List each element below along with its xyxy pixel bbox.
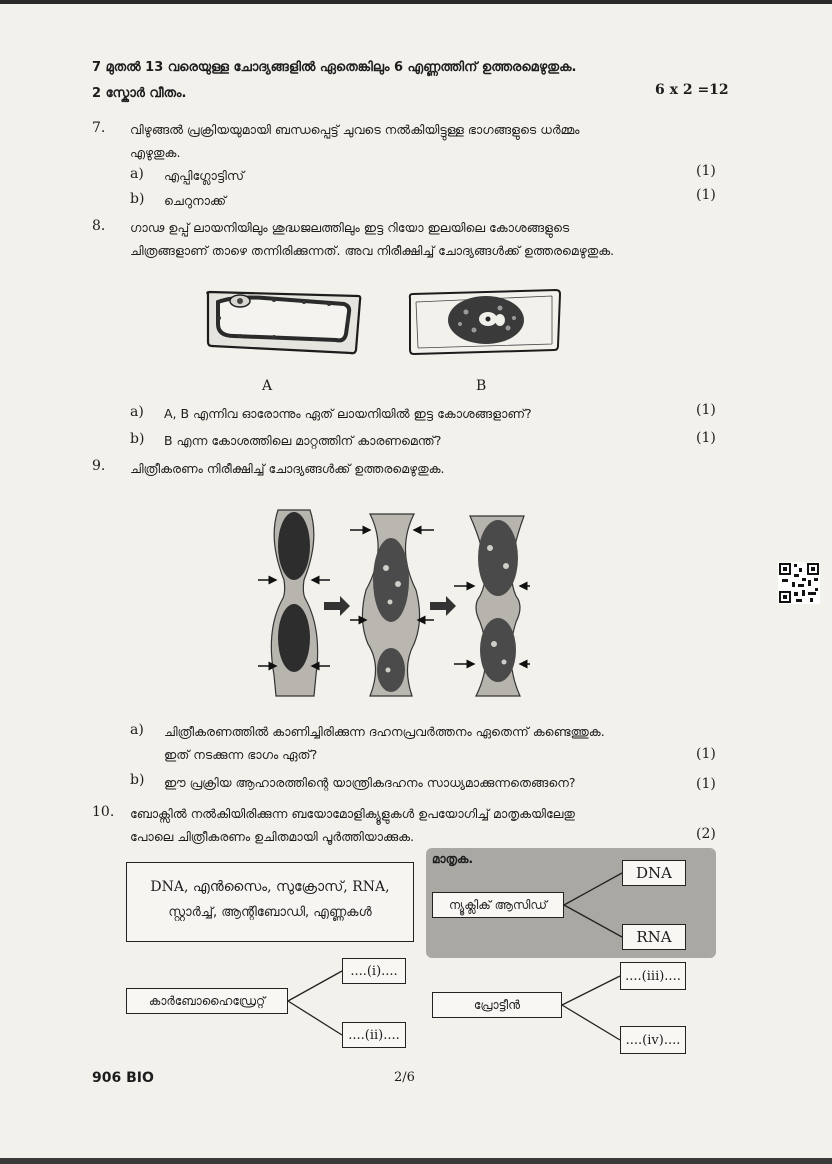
cell-b-label: B [476,378,487,394]
question-8-text-cont: ചിത്രങ്ങളാണ് താഴെ തന്നിരിക്കുന്നത്. അവ നിരീക്ഷിച്ച് ചോദ്യങ്ങൾക്ക് ഉത്തരമെഴുതുക. [130,243,615,258]
answer-blank-ii: ....(ii).... [342,1022,406,1048]
page-number: 2/6 [394,1070,415,1085]
model-root-box: ന്യൂക്ലിക് ആസിഡ് [432,892,564,918]
model-title: മാതൃക. [432,852,474,866]
question-7a-text: എപ്പിഗ്ലോട്ടിസ് [164,168,245,183]
question-8-text: ഗാഢ ഉപ്പ് ലായനിയിലും ശുദ്ധജലത്തിലും ഇട്ട റിയോ ഇലയിലെ കോശങ്ങളുടെ [130,220,570,235]
scan-edge [0,1158,832,1164]
protein-root-box: പ്രോട്ടീൻ [432,992,562,1018]
question-9-text: ചിത്രീകരണം നിരീക്ഷിച്ച് ചോദ്യങ്ങൾക്ക് ഉത്തരമെഴുതുക. [130,461,445,476]
question-9a-text-cont: ഇത് നടക്കുന്ന ഭാഗം ഏത്? [164,747,318,762]
carbohydrate-root-box: കാർബോഹൈഡ്രേറ്റ് [126,988,288,1014]
paper-code: 906 BIO [92,1070,154,1086]
question-7-text-cont: എഴുതുക. [130,145,181,160]
option-label: a) [130,404,144,420]
mark: (1) [696,187,716,203]
question-9b-text: ഈ പ്രക്രിയ ആഹാരത്തിന്റെ യാന്ത്രികദഹനം സാധ്യമാക്കുന്നതെങ്ങനെ? [164,775,576,790]
score-per-question: 2 സ്കോർ വീതം. [92,86,187,101]
model-branch-box: RNA [622,924,686,950]
word-box-line: DNA, എൻസൈം, സുക്രോസ്, RNA, [150,879,390,895]
question-7b-text: ചെറുനാക്ക് [164,193,226,208]
question-10-text: ബോക്സിൽ നൽകിയിരിക്കുന്ന ബയോമോളിക്യൂളുകൾ ഉപയോഗിച്ച് മാതൃകയിലേതു [130,806,575,821]
mark: (1) [696,402,716,418]
question-number-9: 9. [92,458,106,474]
question-7-text: വിഴുങ്ങൽ പ്രക്രിയയുമായി ബന്ധപ്പെട്ട് ചുവടെ നൽകിയിട്ടുള്ള ഭാഗങ്ങളുടെ ധർമ്മം [130,122,580,137]
cell-a-label: A [262,378,273,394]
question-number-7: 7. [92,120,106,136]
mark: (1) [696,163,716,179]
mark: (2) [696,826,716,842]
question-10-text-cont: പോലെ ചിത്രീകരണം ഉചിതമായി പൂർത്തിയാക്കുക. [130,829,415,844]
score-total: 6 x 2 =12 [655,82,729,98]
answer-blank-iv: ....(iv).... [620,1026,686,1054]
instruction-line: 7 മുതൽ 13 വരെയുള്ള ചോദ്യങ്ങളിൽ ഏതെങ്കിലും 6 എണ്ണത്തിന് ഉത്തരമെഴുതുക. [92,60,577,75]
question-9a-text: ചിത്രീകരണത്തിൽ കാണിച്ചിരിക്കുന്ന ദഹനപ്രവർത്തനം ഏതെന്ന് കണ്ടെത്തുക. [164,724,605,739]
question-8b-text: B എന്ന കോശത്തിലെ മാറ്റത്തിന് കാരണമെന്ത്? [164,433,442,448]
option-label: b) [130,191,145,207]
word-box-line: സ്റ്റാർച്ച്, ആന്റിബോഡി, എണ്ണകൾ [168,905,372,920]
option-label: a) [130,722,144,738]
option-label: a) [130,166,144,182]
mark: (1) [696,776,716,792]
answer-blank-i: ....(i).... [342,958,406,984]
mark: (1) [696,430,716,446]
mark: (1) [696,746,716,762]
question-number-8: 8. [92,218,106,234]
option-label: b) [130,431,145,447]
answer-blank-iii: ....(iii).... [620,962,686,990]
option-label: b) [130,772,145,788]
question-8a-text: A, B എന്നിവ ഓരോന്നും ഏത് ലായനിയിൽ ഇട്ട കോശങ്ങളാണ്? [164,406,532,421]
model-branch-box: DNA [622,860,686,886]
question-number-10: 10. [92,804,115,820]
